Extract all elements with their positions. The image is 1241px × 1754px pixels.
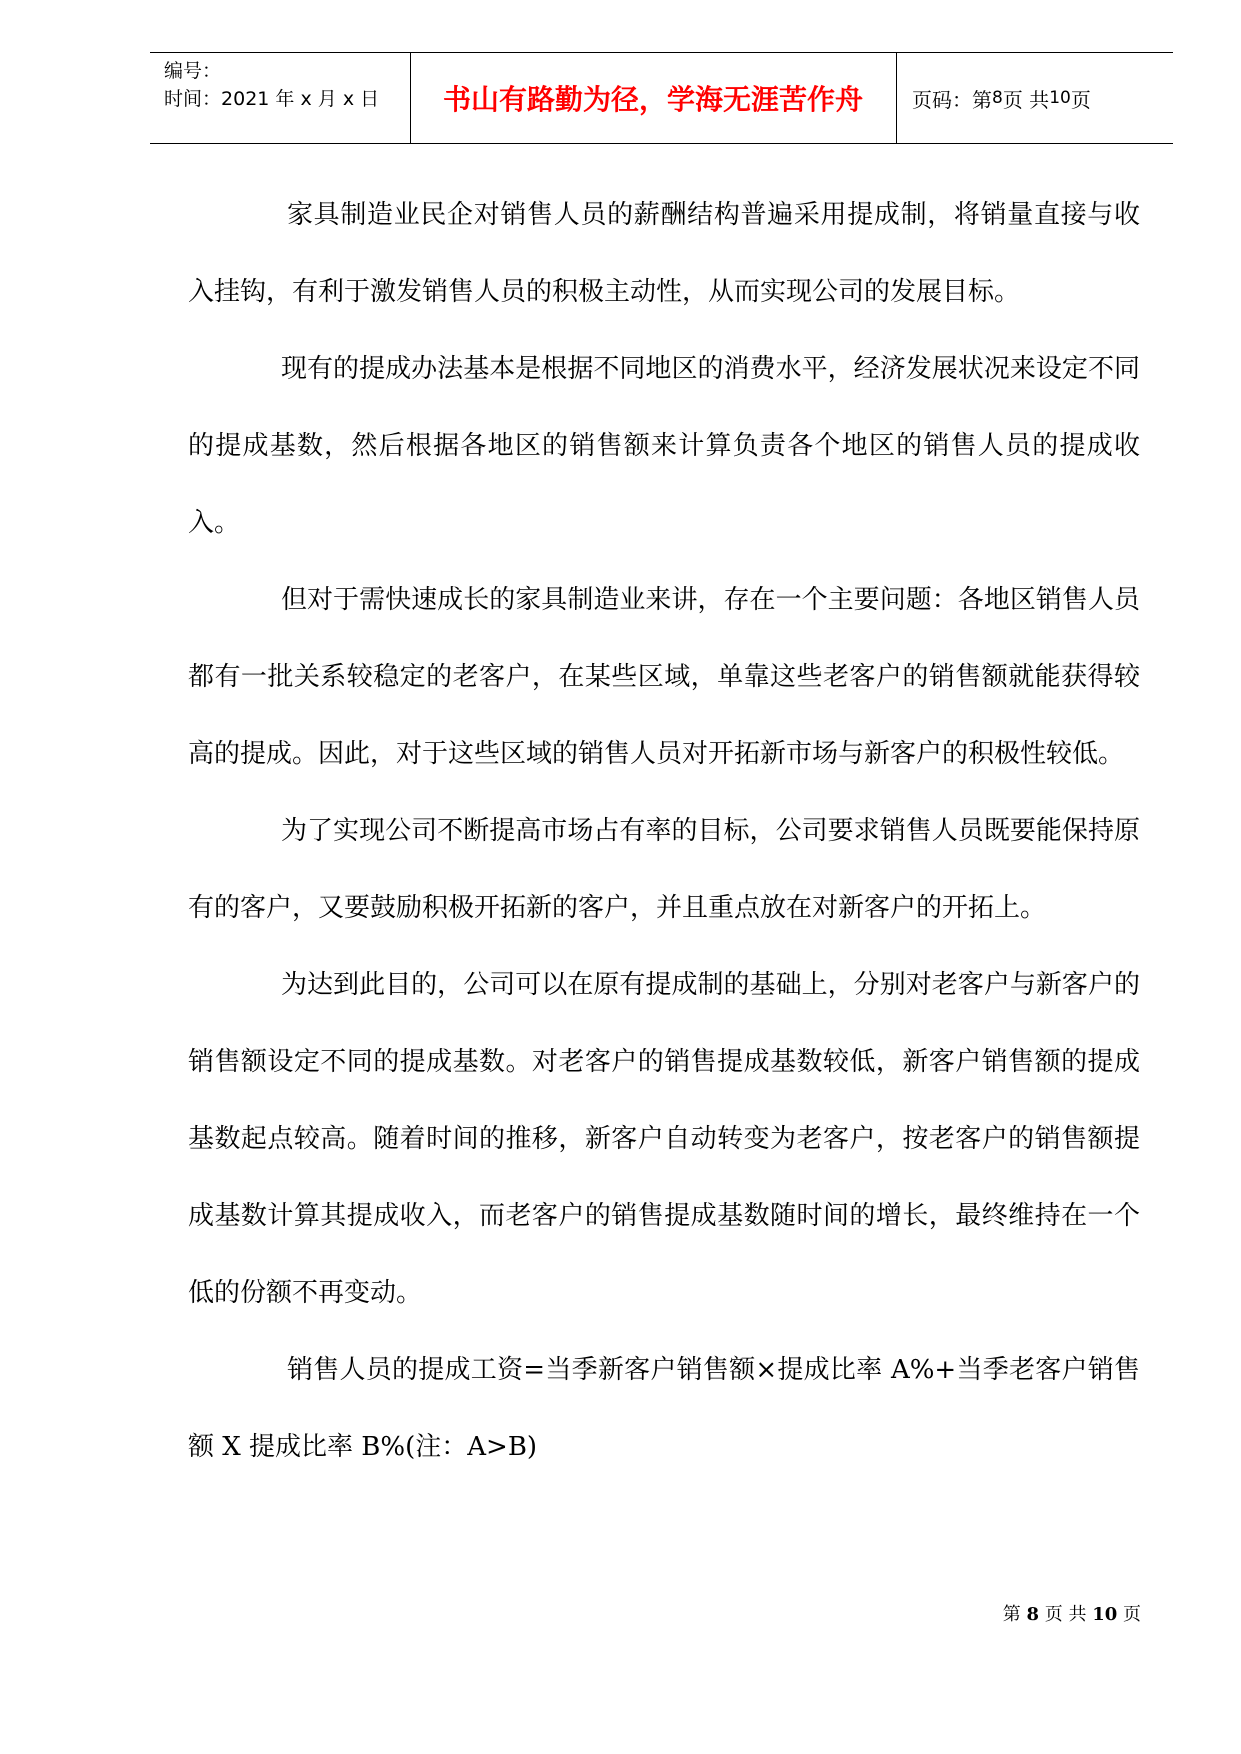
paragraph-4: 为了实现公司不断提高市场占有率的目标，公司要求销售人员既要能保持原有的客户，又要鼓励积极开拓新的客户，并且重点放在对新客户的开拓上。 (188, 816, 1140, 923)
paragraph-6-formula: 销售人员的提成工资=当季新客户销售额×提成比率 A%+当季老客户销售额 X 提成比率 B%(注：A>B) (188, 1355, 1140, 1462)
footer-mid: 页 共 (1039, 1604, 1093, 1625)
year: 2021 (221, 88, 270, 110)
page-prefix: 页码：第 (912, 87, 992, 112)
day: x (342, 88, 355, 110)
header-page-number (900, 53, 1091, 143)
footer-total: 10 (1092, 1604, 1118, 1625)
page-mid: 页 共 (1002, 87, 1050, 112)
page-header (150, 52, 1173, 144)
footer-suffix: 页 (1117, 1604, 1141, 1625)
page-total: 10 (1049, 88, 1071, 108)
footer-current: 8 (1026, 1604, 1040, 1625)
month-unit: 月 (311, 88, 343, 110)
day-unit: 日 (354, 88, 380, 110)
footer-prefix: 第 (1002, 1604, 1027, 1625)
paragraph-5: 为达到此目的，公司可以在原有提成制的基础上，分别对老客户与新客户的销售额设定不同的提成基数。对老客户的销售提成基数较低，新客户销售额的提成基数起点较高。随着时间的推移，新客户自动转变为老客户，按老客户的销售额提成基数计算其提成收入，而老客户的销售提成基数随时间的增长，最终维持在一个低的份额不再变动。 (188, 970, 1140, 1308)
time-prefix: 时间： (164, 88, 222, 110)
page-suffix: 页 (1070, 87, 1091, 112)
paragraph-2: 现有的提成办法基本是根据不同地区的消费水平，经济发展状况来设定不同的提成基数，然后根据各地区的销售额来计算负责各个地区的销售人员的提成收入。 (188, 354, 1140, 538)
document-body (188, 177, 1140, 1486)
month: x (300, 88, 312, 110)
paragraph-1: 家具制造业民企对销售人员的薪酬结构普遍采用提成制，将销量直接与收入挂钩，有利于激发销售人员的积极主动性，从而实现公司的发展目标。 (188, 200, 1140, 307)
year-unit: 年 (269, 88, 301, 110)
header-divider-right (896, 53, 897, 143)
time-line (164, 85, 379, 113)
serial-label: 编号： (164, 60, 222, 82)
paragraph-3: 但对于需快速成长的家具制造业来讲，存在一个主要问题：各地区销售人员都有一批关系较稳定的老客户，在某些区域，单靠这些老客户的销售额就能获得较高的提成。因此，对于这些区域的销售人员对开拓新市场与新客户的积极性较低。 (188, 585, 1140, 769)
header-motto: 书山有路勤为径，学海无涯苦作舟 (442, 83, 863, 116)
page-footer (1003, 1600, 1141, 1626)
header-meta (164, 57, 379, 113)
page-current: 8 (992, 88, 1003, 108)
